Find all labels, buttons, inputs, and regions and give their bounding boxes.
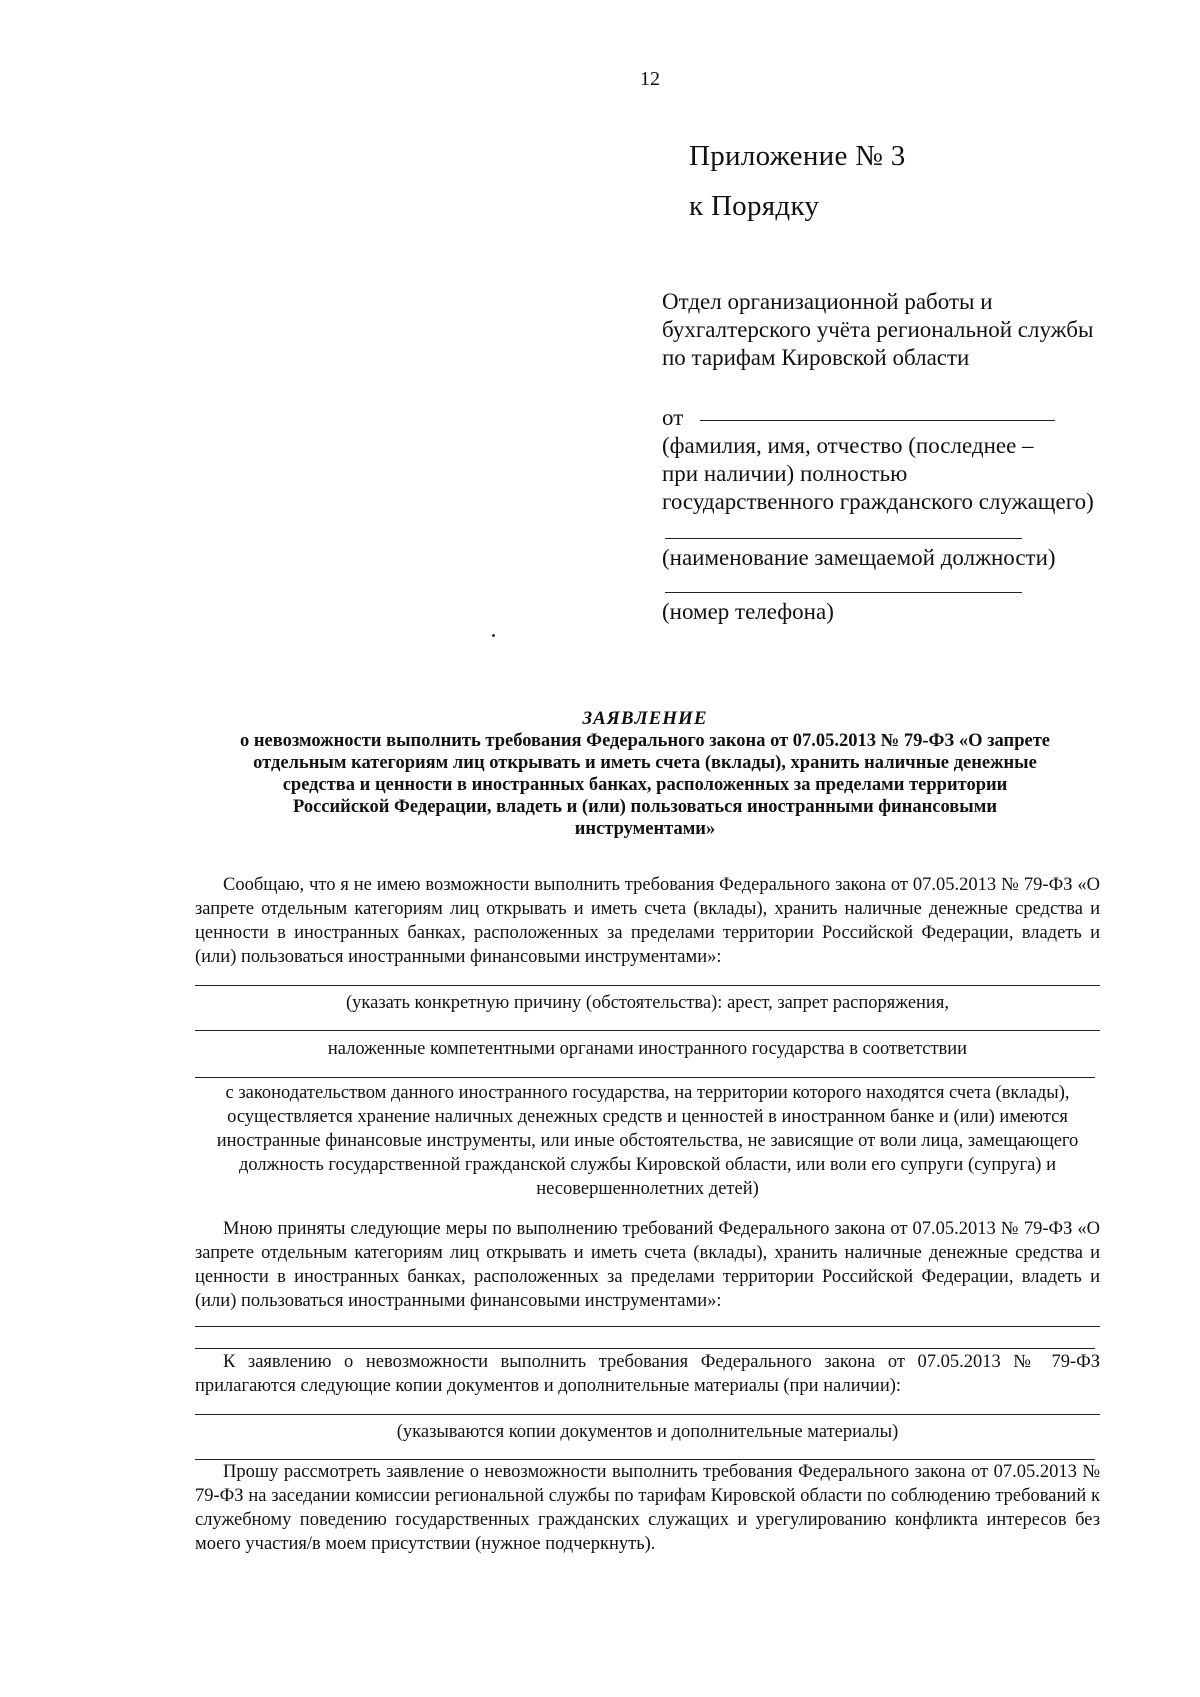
phone-hint: (номер телефона) [662,599,834,624]
reason-hint-3: с законодательством данного иностранного государства, на территории которого находятся счета (вклады), осуществляется хранение наличных денежных средств и ценностей в иностранном банке и (или) имеются иностранные финансовые инструменты, или иные обстоятельства, не зависящие от воли лица, замещающего должность государственной гражданской службы Кировской области, или воли его супруги (супруга) и несовершеннолетних детей) [216,1083,1079,1199]
appendix-subtitle: к Порядку [689,190,820,222]
fio-blank-line [700,420,1055,421]
phone-blank-line [665,592,1022,593]
reason-blank-line-1 [195,985,1100,986]
statement-block [190,708,1100,840]
statement-subtitle-1: о невозможности выполнить требования Федерального закона от 07.05.2013 № 79-ФЗ «О запрете [240,731,1050,751]
docs-blank-line-1 [195,1414,1100,1415]
addressee-line-1: Отдел организационной работы и [662,289,993,314]
from-label: от [662,405,684,430]
statement-subtitle-3: средства и ценности в иностранных банках, расположенных за пределами территории [282,775,1008,795]
statement-subtitle-4: Российской Федерации, владеть и (или) пользоваться иностранными финансовыми [293,797,997,817]
reason-hint-2: наложенные компетентными органами иностранного государства в соответствии [327,1039,968,1059]
reason-blank-line-3 [195,1077,1095,1078]
statement-subtitle-2: отдельным категориям лиц открывать и иметь счета (вклады), хранить наличные денежные [253,753,1037,773]
reason-hint-1: (указать конкретную причину (обстоятельства): арест, запрет распоряжения, [346,993,949,1013]
page-number: 12 [640,68,660,90]
paragraph-1: Сообщаю, что я не имею возможности выполнить требования Федерального закона от 07.05.2013 № 79-ФЗ «О запрете отдельным категориям лиц открывать и иметь счета (вклады), хранить наличные денежные средства и ценности в иностранных банках, расположенных за пределами территории Российской Федерации, владеть и (или) пользоваться иностранными финансовыми инструментами»: [195,875,1100,967]
fio-hint-line-1: (фамилия, имя, отчество (последнее – [662,433,1034,458]
appendix-title: Приложение № 3 [689,140,906,172]
fio-hint-line-3: государственного гражданского служащего) [662,489,1094,514]
paragraph-2: Мною приняты следующие меры по выполнению требований Федерального закона от 07.05.2013 № 79-ФЗ «О запрете отдельным категориям лиц открывать и иметь счета (вклады), хранить наличные денежные средства и ценности в иностранных банках, расположенных за пределами территории Российской Федерации, владеть и (или) пользоваться иностранными финансовыми инструментами»: [195,1219,1100,1311]
addressee-line-2: бухгалтерского учёта региональной службы [662,317,1094,342]
reason-blank-line-2 [195,1030,1100,1031]
statement-heading: ЗАЯВЛЕНИЕ [582,708,708,729]
paragraph-3: К заявлению о невозможности выполнить требования Федерального закона от 07.05.2013 № 79-ФЗ прилагаются следующие копии документов и дополнительные материалы (при наличии): [195,1352,1100,1396]
measures-blank-line-2 [195,1348,1095,1349]
paragraph-4: Прошу рассмотреть заявление о невозможности выполнить требования Федерального закона от 07.05.2013 № 79-ФЗ на заседании комиссии региональной службы по тарифам Кировской области по соблюдению требований к служебному поведению государственных гражданских служащих и урегулированию конфликта интересов без моего участия/в моем присутствии (нужное подчеркнуть). [195,1462,1100,1554]
scan-speck [492,634,495,637]
statement-subtitle-5: инструментами» [574,819,716,839]
addressee-line-3: по тарифам Кировской области [662,345,970,370]
fio-hint-line-2: при наличии) полностью [662,461,908,486]
position-blank-line [665,538,1022,539]
position-hint: (наименование замещаемой должности) [662,545,1056,570]
measures-blank-line-1 [195,1326,1100,1327]
docs-hint: (указываются копии документов и дополнительные материалы) [396,1422,899,1442]
